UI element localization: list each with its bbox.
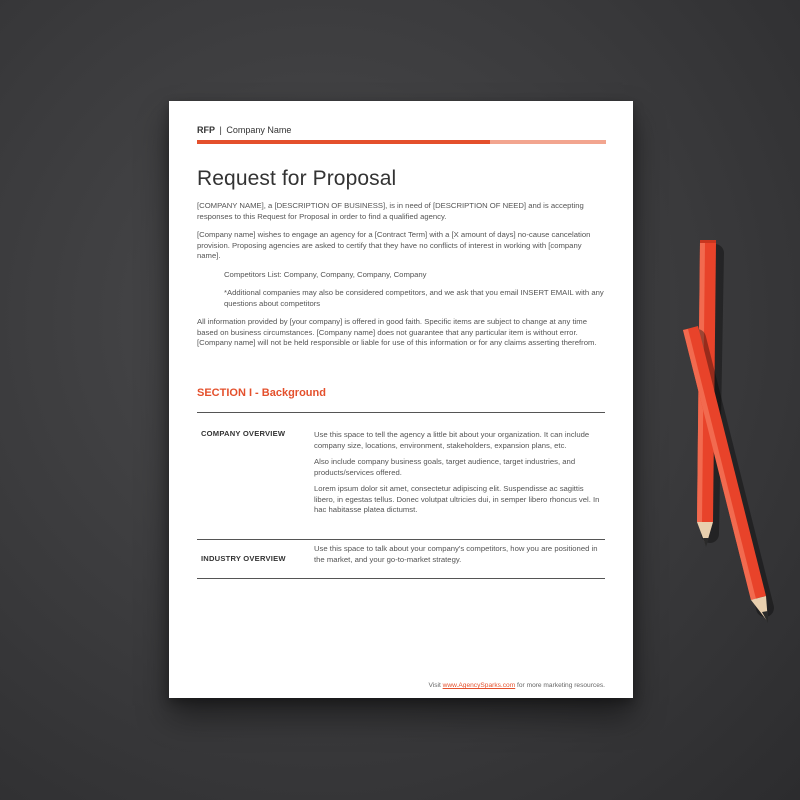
agency-sparks-link[interactable]: www.AgencySparks.com <box>442 682 516 689</box>
engagement-paragraph: [Company name] wishes to engage an agency for a [Contract Term] with a [X amount of days] no-cause cancelation provision. Proposing agencies are asked to certify that they have no conflicts of interest in working with [company name]. <box>197 230 591 260</box>
company-overview-paragraph: Also include company business goals, target audience, target industries, and products/services offered. <box>314 457 576 477</box>
company-overview-paragraph: Lorem ipsum dolor sit amet, consectetur adipiscing elit. Suspendisse ac sagittis libero, in egestas tellus. Donec volutpat ultricies dui, in semper libero rhoncus vel. In hac habitasse platea dictumst. <box>314 484 600 514</box>
industry-overview-label: INDUSTRY OVERVIEW <box>201 554 286 563</box>
pencil-1 <box>697 240 716 547</box>
footer-suffix: for more marketing resources. <box>517 682 605 689</box>
table-divider <box>197 412 605 413</box>
competitors-list: Competitors List: Company, Company, Company, Company <box>224 269 427 279</box>
industry-overview-paragraph: Use this space to talk about your company's competitors, how you are positioned in the market, and your go-to-market strategy. <box>314 544 598 564</box>
disclaimer-paragraph: All information provided by [your company] is offered in good faith. Specific items are subject to change at any time based on business circumstances. [Company name] does not guarantee that any particular item is without error. [Company name] will not be held responsible or liable for use of this information or for any claims asserting therefrom. <box>197 317 597 347</box>
table-divider <box>197 539 605 540</box>
intro-body <box>197 201 605 357</box>
rfp-label: RFP <box>197 125 215 135</box>
industry-overview-text <box>314 544 604 571</box>
footer-note <box>428 682 605 689</box>
document-title: Request for Proposal <box>197 167 397 190</box>
rfp-document <box>169 101 633 698</box>
header-separator: | <box>219 125 222 135</box>
company-overview-label: COMPANY OVERVIEW <box>201 429 286 438</box>
accent-bar-light <box>490 140 606 144</box>
accent-bar <box>197 140 490 144</box>
company-overview-paragraph: Use this space to tell the agency a little bit about your organization. It can include company size, locations, environment, stakeholders, expansion plans, etc. <box>314 430 590 450</box>
company-overview-text <box>314 430 604 522</box>
footer-prefix: Visit <box>428 682 441 689</box>
document-header <box>197 125 291 135</box>
pencil-2 <box>683 326 768 623</box>
table-divider <box>197 578 605 579</box>
intro-paragraph: [COMPANY NAME], a [DESCRIPTION OF BUSINESS], is in need of [DESCRIPTION OF NEED] and is accepting responses to this Request for Proposal in order to find a qualified agency. <box>197 201 584 221</box>
competitors-note: *Additional companies may also be considered competitors, and we ask that you email INSERT EMAIL with any questions about competitors <box>224 288 604 308</box>
header-company-name: Company Name <box>226 125 292 135</box>
section-heading: SECTION I - Background <box>197 387 326 399</box>
